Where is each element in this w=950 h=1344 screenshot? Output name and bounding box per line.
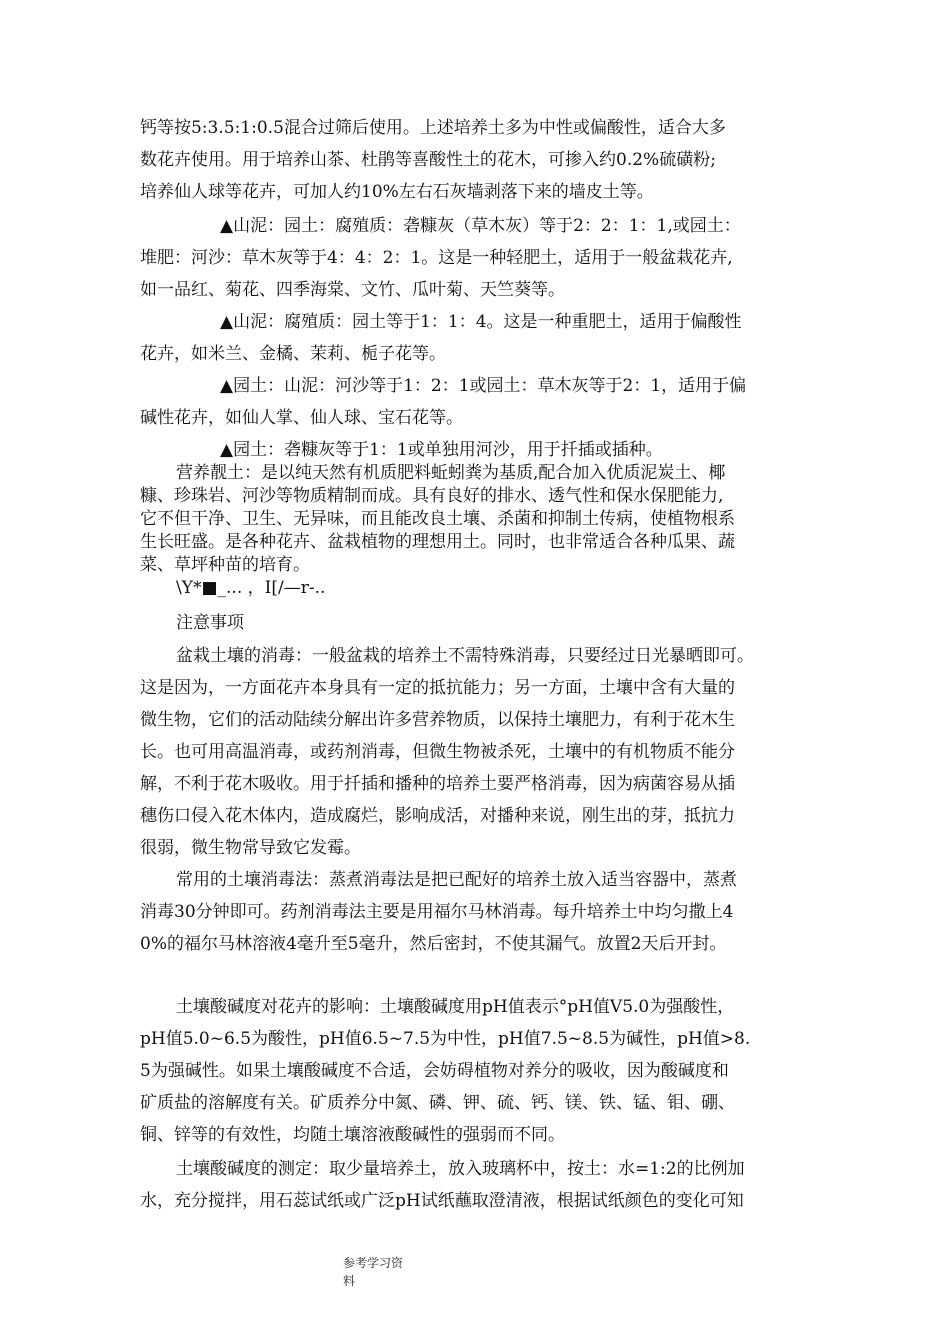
footer-line: 参考学习资 (343, 1256, 404, 1270)
text-line: 盆栽土壤的消毒：一般盆栽的培养土不需特殊消毒，只要经过日光暴晒即可。 (176, 646, 754, 666)
text-line: 堆肥：河沙：草木灰等于4：4：2：1。这是一种轻肥土，适用于一般盆栽花卉, (140, 248, 733, 268)
text-line: 矿质盐的溶解度有关。矿质养分中氮、磷、钾、硫、钙、镁、铁、锰、钼、硼、 (140, 1093, 735, 1113)
paragraph-mixing-ratio (140, 112, 830, 208)
text-line: 常用的土壤消毒法：蒸煮消毒法是把已配好的培养土放入适当容器中，蒸煮 (176, 870, 737, 890)
paragraph-heavy-fertile-soil (140, 306, 830, 370)
text-line: 如一品红、菊花、四季海棠、文竹、瓜叶菊、天竺葵等。 (140, 280, 565, 300)
text-line: 它不但干净、卫生、无异味，而且能改良土壤、杀菌和抑制土传病，使植物根系 (140, 509, 735, 529)
paragraph-ph-measurement (140, 1153, 830, 1217)
text-line: 穗伤口侵入花木体内，造成腐烂，影响成活，对播种来说，刚生出的芽，抵抗力 (140, 806, 735, 826)
text-line: 花卉，如米兰、金橘、茉莉、栀子花等。 (140, 344, 446, 364)
text-line: 很弱，微生物常导致它发霉。 (140, 838, 361, 858)
paragraph-alkaline-soil (140, 370, 830, 434)
text-line: 土壤酸碱度的测定：取少量培养土，放入玻璃杯中，按土：水=1:2的比例加 (176, 1159, 745, 1179)
text-line: 钙等按5:3.5:1:0.5混合过筛后使用。上述培养土多为中性或偏酸性，适合大多 (140, 118, 726, 138)
page-footer (343, 1254, 403, 1290)
paragraph-nutrient-soil (140, 462, 830, 600)
text-line: 培养仙人球等花卉，可加人约10%左右石灰墙剥落下来的墙皮土等。 (140, 182, 654, 202)
text-line: ▲园土：山泥：河沙等于1：2：1或园土：草木灰等于2：1，适用于偏 (220, 376, 747, 396)
text-line: 碱性花卉，如仙人掌、仙人球、宝石花等。 (140, 408, 463, 428)
paragraph-disinfection-methods (140, 864, 830, 960)
text-line: 消毒30分钟即可。药剂消毒法主要是用福尔马林消毒。每升培养土中均匀撒上4 (140, 902, 734, 922)
text-line: 糠、珍珠岩、河沙等物质精制而成。具有良好的排水、透气性和保水保肥能力, (140, 486, 724, 506)
heading-text: 注意事项 (176, 613, 244, 633)
text-line: 5为强碱性。如果土壤酸碱度不合适，会妨碍植物对养分的吸收，因为酸碱度和 (140, 1061, 729, 1081)
text-line: 解，不利于花木吸收。用于扦插和播种的培养土要严格消毒，因为病菌容易从插 (140, 774, 735, 794)
section-heading-notes (140, 611, 830, 635)
text-line: 这是因为，一方面花卉本身具有一定的抵抗能力；另一方面，土壤中含有大量的 (140, 678, 735, 698)
text-line: ▲园土：砻糠灰等于1：1或单独用河沙，用于扦插或插种。 (220, 440, 663, 460)
text-line: 菜、草坪种苗的培育。 (140, 555, 310, 575)
text-line: 铜、锌等的有效性，均随土壤溶液酸碱性的强弱而不同。 (140, 1125, 565, 1145)
text-line: ▲山泥：园土：腐殖质：砻糠灰（草木灰）等于2：2：1：1,或园土： (220, 216, 741, 236)
text-line: 长。也可用高温消毒，或药剂消毒，但微生物被杀死，土壤中的有机物质不能分 (140, 742, 735, 762)
text-line: 营养靓土：是以纯天然有机质肥料蚯蚓粪为基质,配合加入优质泥炭土、椰 (176, 463, 726, 483)
paragraph-ph-effects (140, 991, 830, 1151)
garbled-text-line: \Y*■_... ，I[/—r-.. (176, 578, 326, 598)
text-line: 水，充分搅拌，用石蕊试纸或广泛pH试纸蘸取澄清液，根据试纸颜色的变化可知 (140, 1191, 744, 1211)
text-line: 生长旺盛。是各种花卉、盆栽植物的理想用土。同时，也非常适合各种瓜果、蔬 (140, 532, 735, 552)
text-line: 土壤酸碱度对花卉的影响：土壤酸碱度用pH值表示°pH值V5.0为强酸性， (176, 997, 735, 1017)
text-line: ▲山泥：腐殖质：园土等于1：1：4。这是一种重肥土，适用于偏酸性 (220, 312, 742, 332)
text-line: 0%的福尔马林溶液4毫升至5毫升，然后密封，不使其漏气。放置2天后开封。 (140, 934, 727, 954)
text-line: 微生物，它们的活动陆续分解出许多营养物质，以保持土壤肥力，有利于花木生 (140, 710, 735, 730)
text-line: 数花卉使用。用于培养山茶、杜鹃等喜酸性土的花木，可掺入约0.2%硫磺粉; (140, 150, 716, 170)
text-line: pH值5.0~6.5为酸性，pH值6.5~7.5为中性，pH值7.5~8.5为碱性，pH值>8. (140, 1029, 751, 1049)
paragraph-soil-disinfection (140, 640, 830, 864)
paragraph-light-fertile-soil (140, 210, 830, 306)
footer-line: 料 (343, 1274, 356, 1288)
